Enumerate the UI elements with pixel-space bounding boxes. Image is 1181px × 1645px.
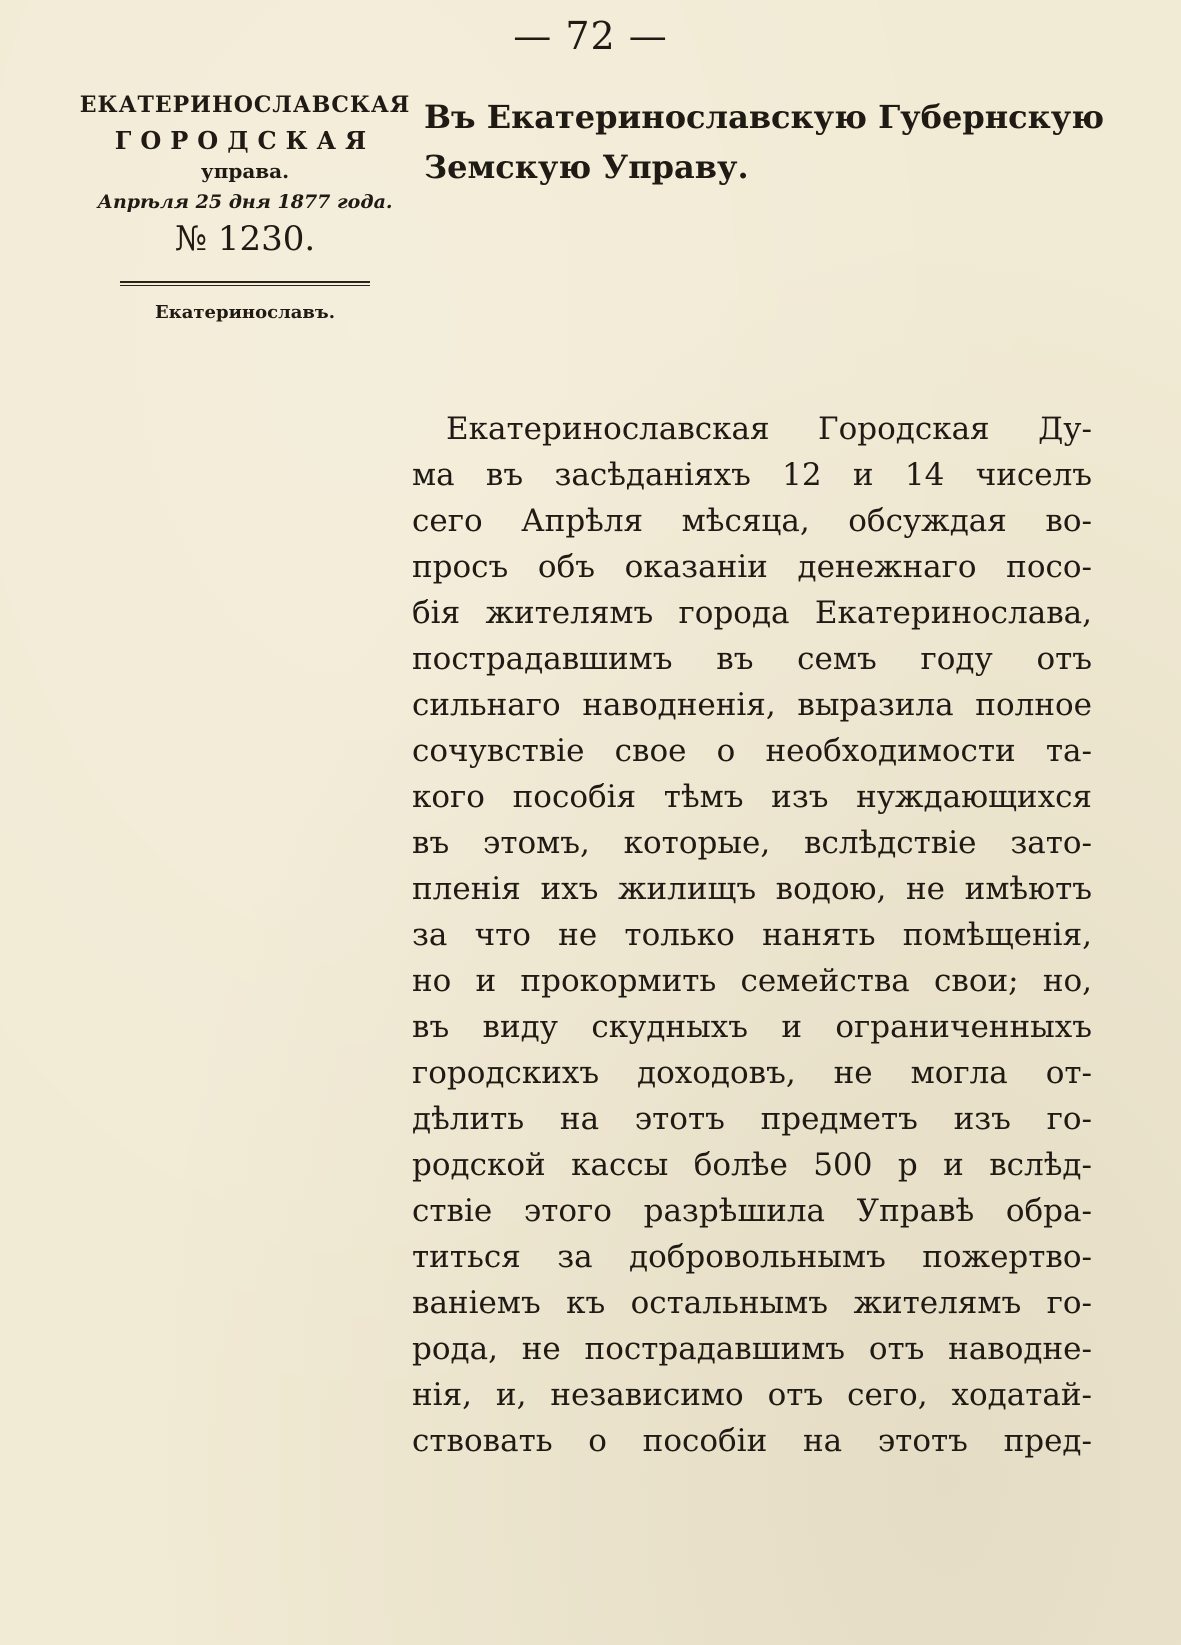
divider-rule [120,281,370,286]
body-line: въ этомъ, которые, вслѣдствіе зато- [412,825,1092,861]
body-line: бія жителямъ города Екатеринослава, [412,595,1092,631]
body-line: пострадавшимъ въ семъ году отъ [412,641,1092,677]
body-line: Екатеринославская Городская Ду- [446,411,1092,447]
body-line: сочувствіе свое о необходимости та- [412,733,1092,769]
body-line: ствіе этого разрѣшила Управѣ обра- [412,1193,1092,1229]
body-line: ваніемъ къ остальнымъ жителямъ го- [412,1285,1092,1321]
body-line: пленія ихъ жилищъ водою, не имѣютъ [412,871,1092,907]
letter-date: Апрѣля 25 дня 1877 года. [97,191,393,213]
body-line: дѣлить на этотъ предметъ изъ го- [412,1101,1092,1137]
body-line: но и прокормить семейства свои; но, [412,963,1092,999]
body-line: кого пособія тѣмъ изъ нуждающихся [412,779,1092,815]
addressee-line1: Въ Екатеринославскую Губернскую [424,98,1105,136]
body-line: родской кассы болѣе 500 р и вслѣд- [412,1147,1092,1183]
page-number: — 72 — [513,14,668,58]
body-line: рода, не пострадавшимъ отъ наводне- [412,1331,1092,1367]
letter-number: № 1230. [174,219,316,259]
addressee-block [424,92,1105,192]
sender-name-line3: управа. [200,159,290,183]
sender-city: Екатеринославъ. [155,302,335,323]
addressee-line2: Земскую Управу. [424,148,749,186]
sender-name-line2: ГОРОДСКАЯ [114,126,376,155]
body-line: въ виду скудныхъ и ограниченныхъ [412,1009,1092,1045]
body-line: сего Апрѣля мѣсяца, обсуждая во- [412,503,1092,539]
body-line: нія, и, независимо отъ сего, ходатай- [412,1377,1092,1413]
body-line: ма въ засѣданіяхъ 12 и 14 чиселъ [412,457,1092,493]
body-line: сильнаго наводненія, выразила полное [412,687,1092,723]
body-line: за что не только нанять помѣщенія, [412,917,1092,953]
letter-body [412,406,1092,1464]
body-line: титься за добровольнымъ пожертво- [412,1239,1092,1275]
body-line: городскихъ доходовъ, не могла от- [412,1055,1092,1091]
sender-name-line1: ЕКАТЕРИНОСЛАВСКАЯ [79,92,411,118]
body-line: ствовать о пособіи на этотъ пред- [412,1423,1092,1459]
sender-block [70,92,420,323]
body-line: просъ объ оказаніи денежнаго посо- [412,549,1092,585]
